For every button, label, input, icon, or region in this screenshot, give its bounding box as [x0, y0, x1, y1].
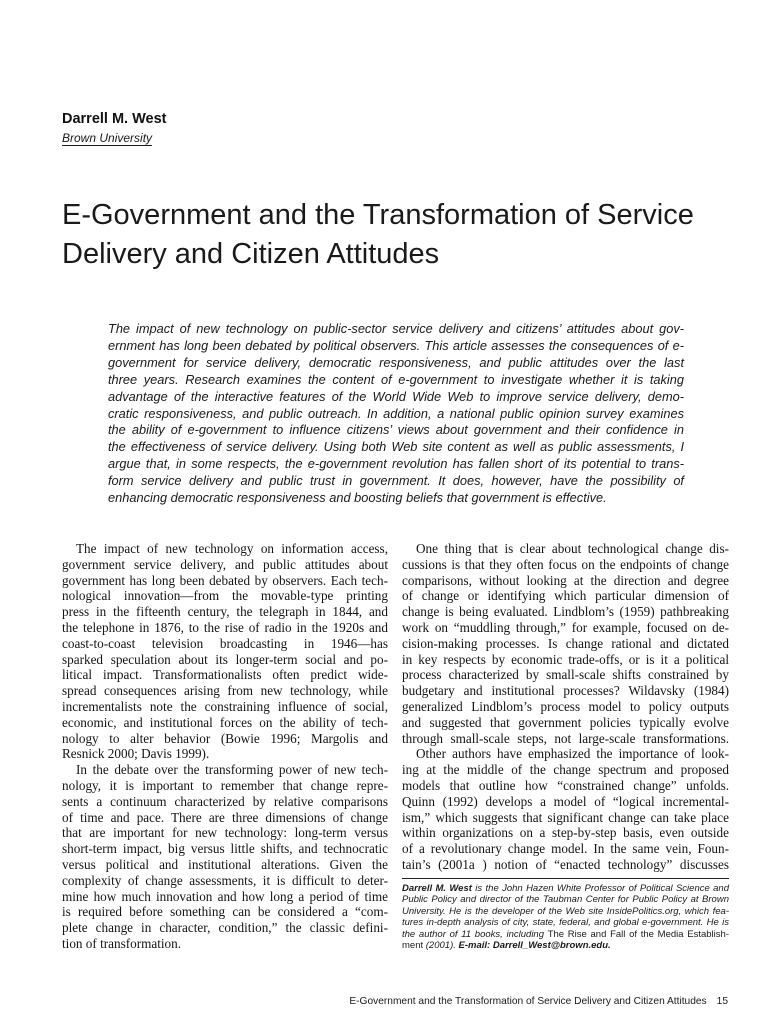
left-column-line: sparked speculation about its longer-term social and po-: [62, 651, 388, 667]
footnote-line: [402, 940, 729, 951]
right-column-line: budgetary and institutional processes? Wildavsky (1984): [402, 683, 729, 699]
footnote-book-title: The Rise and Fall of the Media Establish-: [547, 928, 729, 940]
left-column-line: nological innovation—from the movable-type printing: [62, 588, 388, 604]
page-number: 15: [716, 996, 728, 1007]
right-column-line: tain’s (2001a ) notion of “enacted technology” discusses: [402, 856, 729, 872]
footnote-line: University. He is the developer of the Web site InsidePolitics.org, which fea-: [402, 905, 729, 917]
right-column: [402, 541, 729, 873]
abstract-line: the ability of e-government to influence citizens’ views about government and their confidence in: [108, 422, 684, 438]
footnote-line: [402, 883, 729, 894]
left-column-line: government has long been debated by observers. Each tech-: [62, 572, 388, 588]
left-column-line: that are important for new technology: long-term versus: [62, 825, 388, 841]
author-footnote: [402, 883, 729, 951]
running-footer: [349, 995, 728, 1009]
abstract-line: enhancing democratic responsiveness and boosting beliefs that government is effective.: [108, 490, 607, 506]
right-column-line: and suggested that government policies typically evolve: [402, 714, 729, 730]
left-column-line: nology to alter behavior (Bowie 1996; Margolis and: [62, 730, 388, 746]
abstract-line: The impact of new technology on public-sector service delivery and citizens’ attitudes about gov-: [108, 321, 684, 336]
right-column-line: cision-making processes. Is change rational and dictated: [402, 635, 729, 651]
right-column-line: generalized Lindblom’s process model to policy outputs: [402, 698, 729, 714]
left-column-line: of time and pace. There are three dimensions of change: [62, 809, 388, 825]
footnote-line: tures in-depth analysis of city, state, federal, and global e-government. He is: [402, 917, 729, 929]
footnote-line: [402, 929, 729, 940]
abstract-line: advantage of the interactive features of the World Wide Web to improve service delivery, demo-: [108, 388, 684, 404]
left-column-line: economic, and institutional forces on the ability of tech-: [62, 714, 388, 730]
left-column-line: Resnick 2000; Davis 1999).: [62, 746, 210, 762]
article-title: [62, 196, 752, 274]
left-column-line: nology, it is important to remember that change repre-: [62, 777, 388, 793]
right-column-line: in key respects by economic trade-offs, or is it a political: [402, 651, 729, 667]
author-affiliation: Brown University: [62, 131, 153, 145]
left-column-line: spread consequences arising from new technology, while: [62, 683, 388, 699]
right-column-line: process characterized by small-scale shifts constrained by: [402, 667, 729, 683]
left-column-line: short-term impact, big versus little shifts, and technocratic: [62, 841, 388, 857]
footnote-text: the author of 11 books, including: [402, 928, 544, 940]
author-name: Darrell M. West: [62, 111, 167, 127]
footnote-line: Public Policy and director of the Taubman Center for Public Policy at Brown: [402, 894, 729, 906]
footnote-author-name: Darrell M. West: [402, 883, 472, 894]
right-column-line: of change or identifying which particular dimension of: [402, 588, 729, 604]
running-title: E-Government and the Transformation of Service Delivery and Citizen Attitudes: [349, 996, 707, 1007]
left-column-line: The impact of new technology on information access,: [76, 541, 388, 556]
left-column-line: incrementalists note the constraining influence of social,: [62, 698, 388, 714]
footnote-rule: [402, 878, 729, 879]
abstract: [108, 321, 684, 507]
right-column-line: cussions is that they often focus on the endpoints of change: [402, 556, 729, 572]
left-column: [62, 541, 388, 952]
left-column-line: is required before something can be considered a “com-: [62, 904, 388, 920]
abstract-line: ernment has long been debated by political observers. This article assesses the consequences of e-: [108, 337, 684, 353]
left-column-line: plete change in character, condition,” the classic defini-: [62, 920, 388, 936]
left-column-line: mine how much innovation and how long a period of time: [62, 888, 388, 904]
right-column-line: comparisons, without looking at the direction and degree: [402, 572, 729, 588]
left-column-line: In the debate over the transforming power of new tech-: [76, 762, 388, 778]
right-column-line: work on “muddling through,” for example, focused on de-: [402, 619, 729, 635]
left-column-line: coast-to-coast television broadcasting in 1946—has: [62, 635, 388, 651]
right-column-line: Quinn (1992) develops a model of “logical incremental-: [402, 793, 729, 809]
footnote-book-title: ment: [402, 940, 424, 952]
abstract-line: cratic responsiveness, and public outreach. In addition, a national public opinion survey examines: [108, 405, 684, 421]
left-column-line: tion of transformation.: [62, 935, 182, 951]
left-column-line: versus political and institutional alterations. Given the: [62, 856, 388, 872]
left-column-line: government service delivery, and public attitudes about: [62, 556, 388, 572]
right-column-line: of a revolutionary change model. In the same vein, Foun-: [402, 841, 729, 857]
abstract-line: argue that, in some respects, the e-government revolution has fallen short of its potential to trans-: [108, 456, 684, 472]
left-column-line: sents a continuum characterized by relative comparisons: [62, 793, 388, 809]
footnote-year: (2001).: [425, 940, 456, 952]
footnote-text: is the John Hazen White Professor of Political Science and: [475, 883, 729, 894]
left-column-line: press in the fifteenth century, the telegraph in 1844, and: [62, 604, 388, 620]
left-column-line: the telephone in 1876, to the rise of radio in the 1920s and: [62, 619, 388, 635]
right-column-line: through small-scale steps, not large-scale transformations.: [402, 730, 729, 746]
abstract-line: the effectiveness of service delivery. Using both Web site content as well as public assessments, I: [108, 439, 684, 455]
footnote-email: E-mail: Darrell_West@brown.edu.: [458, 940, 611, 952]
abstract-line: three years. Research examines the content of e-government to investigate whether it is taking: [108, 371, 684, 387]
title-line: E-Government and the Transformation of Service: [62, 199, 694, 231]
right-column-line: One thing that is clear about technological change dis-: [416, 541, 729, 556]
title-line: Delivery and Citizen Attitudes: [62, 238, 440, 270]
right-column-line: ing at the middle of the change spectrum and proposed: [402, 762, 729, 778]
author-block: [62, 110, 167, 147]
right-column-line: change is being evaluated. Lindblom’s (1959) pathbreaking: [402, 604, 729, 620]
abstract-line: form service delivery and public trust in government. It does, however, have the possibility of: [108, 473, 684, 489]
left-column-line: complexity of change assessments, it is difficult to deter-: [62, 872, 388, 888]
right-column-line: within organizations on a step-by-step basis, even outside: [402, 825, 729, 841]
right-column-line: Other authors have emphasized the importance of look-: [416, 746, 729, 762]
right-column-line: ism,” which suggests that significant change can take place: [402, 809, 729, 825]
left-column-line: litical impact. Transformationalists often predict wide-: [62, 667, 388, 683]
abstract-line: government for service delivery, democratic responsiveness, and public attitudes over the last: [108, 354, 684, 370]
right-column-line: models that outline how “constrained change” unfolds.: [402, 777, 729, 793]
